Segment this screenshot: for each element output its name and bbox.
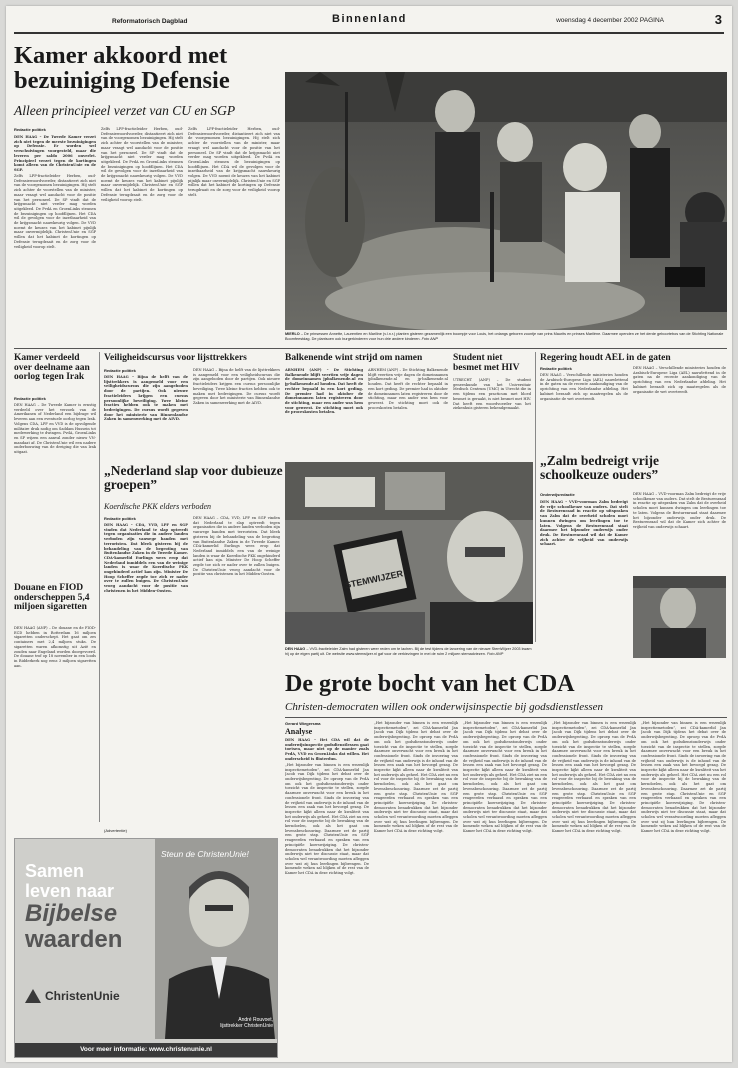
main-article-col-3 [188, 127, 280, 335]
portrait-photo [633, 576, 726, 658]
pkk-body-1 [104, 523, 188, 823]
cda-text: „Het bijzonder van binnen is een wezenlijk inspectiemetoden”, zei CDA-kamerlid Jan Jacob van Dijk tijdens het debat over de onderwijsbegroting. De oproep van de PvdA om ook het godsdienstonderwijs onder toezicht van de inspectie te stellen, zorgde daarmee onverwacht voor een breuk in het confessionele front. Sinds de invoering van de vrijheid van onderwijs is de inhoud van de lessen een zaak van het bevoegd gezag. De inspectie kijkt alleen naar de kwaliteit van het onderwijs als geheel. Het CDA ziet nu een rol voor de inspectie bij de bewaking van de kerndoelen, ook als het gaat om levensbeschouwing. Daarmee zet de partij een grote stap. ChristenUnie en SGP reageerden verbaasd en spraken van een principiële koerswijziging. De christen-democraten benadrukken dat het bijzonder onderwijs niet ter discussie staat, maar dat scholen wel verantwoording moeten afleggen over wat zij hun leerlingen bijbrengen. De komende weken zal blijken of de rest van de Kamer het CDA in deze richting volgt. [285, 762, 369, 876]
pkk-byline: Redactie politiek [104, 516, 136, 521]
zalm-photo [633, 576, 726, 658]
divider [99, 352, 100, 822]
ael-text-2: DEN HAAG – Verschillende ministeries houden de Arabisch-Europese Liga (AEL) nauwlettend in de gaten na de recente aankondiging van de oprichting van een Nederlandse afdeling. Het kabinet beraadt zich op maatregelen als de organisatie de wet overtreedt. [633, 366, 726, 394]
ad-line-2: leven naar [25, 881, 115, 901]
douane-body [14, 626, 96, 806]
ael-body-2 [633, 366, 726, 448]
kamer-verdeeld-headline: Kamer verdeeld over deelname aan oorlog tegen Irak [14, 353, 90, 382]
hiv-headline: Student niet besmet met HIV [453, 353, 520, 373]
caption-credit: Foto ANP [421, 336, 438, 341]
zalm-byline: Onderwijsredactie [540, 492, 575, 497]
cda-byline: Gerard Wiegersma [285, 721, 321, 726]
main-article-body: Zelfs LPF-fractieleider Herben, oud-Defensiewoordvoerder, distantieert zich niet van de voorgenomen bezuinigingen. Hij stelt zich achter de voorstellen van de minister, maar vraagt wel aandacht voor de positie van het personeel. De SP vindt dat de krijgsmacht niet verder mag worden uitgekleed. De PvdA en GroenLinks steunen de bezuinigingen op hoofdlijnen. Het CDA wil de gevolgen voor de inzetbaarheid van de krijgsmacht nauwkeurig volgen. De VVD noemt de keuzes van het kabinet pijnlijk maar onvermijdelijk. ChristenUnie en SGP willen dat het kabinet de kortingen op Defensie terugdraait en de zorg voor de veiligheid voorop stelt. [14, 174, 96, 249]
cda-subhead: Christen-democraten willen ook onderwijsinspectie bij godsdienstlessen [285, 701, 604, 713]
christenunie-ad[interactable] [14, 838, 278, 1058]
kamer-verdeeld-byline: Redactie politiek [14, 396, 46, 401]
kamer-verdeeld-text: DEN HAAG – De Tweede Kamer is ernstig verdeeld over het verzoek van de Amerikanen of Nederland een bijdrage wil leveren aan een eventuele oorlog tegen Irak. Volgens CDA, LPF en VVD is de opvolgende militaire druk nodig om Saddam Hussein tot medewerking te dwingen. PvdA, GroenLinks en SP wijzen een aanval zonder nieuw VN-mandaat af. De ChristenUnie wil een nadere onderbouwing van de dreiging die van Irak uitgaat. [14, 403, 96, 455]
main-article-col-2 [101, 127, 183, 335]
ad-line-4: waarden [25, 926, 123, 953]
zalm-body-1 [540, 500, 628, 655]
date-and-page [556, 17, 664, 24]
page-label: PAGINA [639, 17, 664, 24]
stemwijzer-caption [285, 647, 533, 657]
cda-body-3 [463, 721, 547, 1058]
ael-headline: Regering houdt AEL in de gaten [540, 353, 671, 363]
ad-logo [25, 989, 120, 1003]
main-photo-caption [285, 332, 727, 342]
main-headline: Kamer akkoord met bezuiniging Defensie [14, 42, 230, 94]
cda-text-3: „Het bijzonder van binnen is een wezenlijk inspectiemetoden”, zei CDA-kamerlid Jan Jacob van Dijk tijdens het debat over de onderwijsbegroting. De oproep van de PvdA om ook het godsdienstonderwijs onder toezicht van de inspectie te stellen, zorgde daarmee onverwacht voor een breuk in het confessionele front. Sinds de invoering van de vrijheid van onderwijs is de inhoud van de lessen een zaak van het bevoegd gezag. De inspectie kijkt alleen naar de kwaliteit van het onderwijs als geheel. Het CDA ziet nu een rol voor de inspectie bij de bewaking van de kerndoelen, ook als het gaat om levensbeschouwing. Daarmee zet de partij een grote stap. ChristenUnie en SGP reageerden verbaasd en spraken van een principiële koerswijziging. De christen-democraten benadrukken dat het bijzonder onderwijs niet ter discussie staat, maar dat scholen wel verantwoording moeten afleggen over wat zij hun leerlingen bijbrengen. De komende weken zal blijken of de rest van de Kamer het CDA in deze richting volgt. [463, 721, 547, 834]
stemwijzer-photo [285, 462, 533, 644]
page-number: 3 [714, 12, 722, 27]
ael-body-1 [540, 373, 628, 448]
ad-person [185, 1017, 273, 1029]
balkenende-text-2: ARNHEM (ANP) – De Stichting Balkenende blijft veertien vrije dagen de domeinnamen jpbalkenende.nl en jp-balkenende.nl houden. Dat heeft de rechter bepaald in een kort geding. De premier had in oktober de domeinnamen laten registreren door de stichting, maar een ander was hem voor geweest. De stichting moet ook de proceskosten betalen. [368, 368, 448, 410]
caption-text: – De prinsessen Annette, Laurentien en Mariline (v.l.n.r.) planten gisteren gezamenlijk een boompje voor Louis, het onlangs geboren zoontje van prins Maurits en prinses Marilène. Daarmee openden ze het derde geboortebos van de Stichting Nationale Boomfeestdag. De plantsoen ook burgerkinderen voor hun drie andere kinderen. [285, 332, 724, 341]
veiligheid-body-2 [193, 368, 280, 455]
pkk-headline: „Nederland slap voor dubieuze groepen” [104, 463, 283, 492]
main-article-col-1 [14, 135, 96, 335]
pkk-text: DEN HAAG – CDA, VVD, LPF en SGP vinden dat Nederland te slap optreedt tegen organisaties die in andere landen verboden zijn vanwege banden met terroristen. Dat bleek gisteren bij de behandeling van de begroting van Buitenlandse Zaken in de Tweede Kamer. CDA-kamerlid Eurlings wees erop dat Nederland inmiddels een van de weinige landen is waar de Koerdische PKK ongehinderd actief kan zijn. Minister De Hoop Scheffer zegde toe zich er nader over te zullen buigen. De ChristenUnie vroeg aandacht voor de positie van christenen in het Midden-Oosten. [104, 523, 188, 593]
ael-text: DEN HAAG – Verschillende ministeries houden de Arabisch-Europese Liga (AEL) nauwlettend in de gaten na de recente aankondiging van de oprichting van een Nederlandse afdeling. Het kabinet beraadt zich op maatregelen als de organisatie de wet overtreedt. [540, 373, 628, 401]
caption2-credit: Foto ANP [486, 651, 504, 656]
balkenende-text: ARNHEM (ANP) – De Stichting Balkenende blijft veertien vrije dagen de domeinnamen jpbalkenende.nl en jp-balkenende.nl houden. Dat heeft de rechter bepaald in een kort geding. De premier had in oktober de domeinnamen laten registreren door de stichting, maar een ander was hem voor geweest. De stichting moet ook de proceskosten betalen. [285, 368, 363, 415]
balkenende-body-1 [285, 368, 363, 458]
zalm-laptop-photo [285, 462, 533, 644]
ad-person-role: lijsttrekker ChristenUnie [220, 1023, 273, 1029]
main-article-body-2: Zelfs LPF-fractieleider Herben, oud-Defensiewoordvoerder, distantieert zich niet van de voorgenomen bezuinigingen. Hij stelt zich achter de voorstellen van de minister, maar vraagt wel aandacht voor de positie van het personeel. De SP vindt dat de krijgsmacht niet verder mag worden uitgekleed. De PvdA en GroenLinks steunen de bezuinigingen op hoofdlijnen. Het CDA wil de gevolgen voor de inzetbaarheid van de krijgsmacht nauwkeurig volgen. De VVD noemt de keuzes van het kabinet pijnlijk maar onvermijdelijk. ChristenUnie en SGP willen dat het kabinet de kortingen op Defensie terugdraait en de zorg voor de veiligheid voorop stelt. [101, 127, 183, 202]
douane-text: DEN HAAG (ANP) – De douane en de FIOD-ECD hebben in Rotterdam 16 miljoen sigaretten onderschept. Het gaat om zes containers met 2,4 miljoen stuks. De sigaretten waren afkomstig uit Azië en zouden naar Engeland worden doorgevoerd. De douane trof op 18 november in een loods in Ridderkerk nog eens 3 miljoen sigaretten aan. [14, 626, 96, 668]
ad-person-name: André Rouvoet, [238, 1017, 273, 1023]
zalm-body-2 [633, 492, 726, 572]
veiligheid-headline: Veiligheidscursus voor lijsttrekkers [104, 353, 247, 363]
issue-date: woensdag 4 december 2002 [556, 17, 639, 24]
veiligheid-text-2: DEN HAAG – Bijna de helft van de lijsttrekkers is aangemeld voor een veiligheidscursus die zijn aangeboden door de partijen. Ook nieuwe fractieleiders krijgen een cursus persoonlijke beveiliging. Twee kleine fracties hebben ook te maken met bedreigingen. De cursus wordt gegeven door het ministerie van Binnenlandse Zaken in samenwerking met de AIVD. [193, 368, 280, 405]
candidate-portrait [155, 839, 278, 1039]
pkk-body-2 [193, 516, 280, 823]
ad-footer[interactable]: Voor meer informatie: www.christenunie.nl [15, 1043, 277, 1057]
ad-headline [25, 861, 122, 953]
cda-kicker: Analyse [285, 727, 313, 736]
veiligheid-byline: Redactie politiek [104, 368, 136, 373]
divider [285, 717, 727, 718]
zalm-text-2: DEN HAAG – VVD-voorman Zalm bedreigt de vrije schoolkeuze van ouders. Dat stelt de Besturenraad in reactie op uitspraken van Zalm dat de overheid scholen moet kunnen dwingen om leerlingen toe te laten. Volgens de Besturenraad staat daarmee het bijzonder onderwijs onder druk. De Besturenraad wil dat de Kamer zich achter de vrijheid van onderwijs schaart. [633, 492, 726, 529]
ael-byline: Redactie politiek [540, 366, 572, 371]
veiligheid-body-1 [104, 375, 188, 455]
masthead [14, 12, 724, 34]
cda-text-4: „Het bijzonder van binnen is een wezenlijk inspectiemetoden”, zei CDA-kamerlid Jan Jacob van Dijk tijdens het debat over de onderwijsbegroting. De oproep van de PvdA om ook het godsdienstonderwijs onder toezicht van de inspectie te stellen, zorgde daarmee onverwacht voor een breuk in het confessionele front. Sinds de invoering van de vrijheid van onderwijs is de inhoud van de lessen een zaak van het bevoegd gezag. De inspectie kijkt alleen naar de kwaliteit van het onderwijs als geheel. Het CDA ziet nu een rol voor de inspectie bij de bewaking van de kerndoelen, ook als het gaat om levensbeschouwing. Daarmee zet de partij een grote stap. ChristenUnie en SGP reageerden verbaasd en spraken van een principiële koerswijziging. De christen-democraten benadrukken dat het bijzonder onderwijs niet ter discussie staat, maar dat scholen wel verantwoording moeten afleggen over wat zij hun leerlingen bijbrengen. De komende weken zal blijken of de rest van de Kamer het CDA in deze richting volgt. [552, 721, 636, 834]
balkenende-headline: Balkenende wint strijd om namen [285, 353, 423, 363]
caption2-label: DEN HAAG [285, 647, 306, 651]
cda-text-5: „Het bijzonder van binnen is een wezenlijk inspectiemetoden”, zei CDA-kamerlid Jan Jacob van Dijk tijdens het debat over de onderwijsbegroting. De oproep van de PvdA om ook het godsdienstonderwijs onder toezicht van de inspectie te stellen, zorgde daarmee onverwacht voor een breuk in het confessionele front. Sinds de invoering van de vrijheid van onderwijs is de inhoud van de lessen een zaak van het bevoegd gezag. De inspectie kijkt alleen naar de kwaliteit van het onderwijs als geheel. Het CDA ziet nu een rol voor de inspectie bij de bewaking van de kerndoelen, ook als het gaat om levensbeschouwing. Daarmee zet de partij een grote stap. ChristenUnie en SGP reageerden verbaasd en spraken van een principiële koerswijziging. De christen-democraten benadrukken dat het bijzonder onderwijs niet ter discussie staat, maar dat scholen wel verantwoording moeten afleggen over wat zij hun leerlingen bijbrengen. De komende weken zal blijken of de rest van de Kamer het CDA in deze richting volgt. [641, 721, 726, 834]
ad-line-3: Bijbelse [25, 900, 118, 927]
balkenende-body-2 [368, 368, 448, 458]
ad-logo-text: ChristenUnie [45, 989, 120, 1003]
cda-body-1 [285, 738, 369, 1058]
ad-tagline: Steun de ChristenUnie! [161, 849, 249, 859]
cda-body-5 [641, 721, 726, 1058]
ad-line-1: Samen [25, 861, 85, 881]
stemwijzer-sign: STEMWIJZER [344, 568, 404, 591]
pkk-text-2: DEN HAAG – CDA, VVD, LPF en SGP vinden dat Nederland te slap optreedt tegen organisaties die in andere landen verboden zijn vanwege banden met terroristen. Dat bleek gisteren bij de behandeling van de begroting van Buitenlandse Zaken in de Tweede Kamer. CDA-kamerlid Eurlings wees erop dat Nederland inmiddels een van de weinige landen is waar de Koerdische PKK ongehinderd actief kan zijn. Minister De Hoop Scheffer zegde toe zich er nader over te zullen buigen. De ChristenUnie vroeg aandacht voor de positie van christenen in het Midden-Oosten. [193, 516, 280, 577]
cda-lead: DEN HAAG – Het CDA wil dat de onderwijsinspectie godsdienstlessen gaat toetsen, maar niet op de manier zoals PvdA, VVD en GroenLinks dat willen. Het onderscheid is flinterdun. [285, 738, 369, 761]
hiv-body [453, 378, 531, 458]
cda-text-2: „Het bijzonder van binnen is een wezenlijk inspectiemetoden”, zei CDA-kamerlid Jan Jacob van Dijk tijdens het debat over de onderwijsbegroting. De oproep van de PvdA om ook het godsdienstonderwijs onder toezicht van de inspectie te stellen, zorgde daarmee onverwacht voor een breuk in het confessionele front. Sinds de invoering van de vrijheid van onderwijs is de inhoud van de lessen een zaak van het bevoegd gezag. De inspectie kijkt alleen naar de kwaliteit van het onderwijs als geheel. Het CDA ziet nu een rol voor de inspectie bij de bewaking van de kerndoelen, ook als het gaat om levensbeschouwing. Daarmee zet de partij een grote stap. ChristenUnie en SGP reageerden verbaasd en spraken van een principiële koerswijziging. De christen-democraten benadrukken dat het bijzonder onderwijs niet ter discussie staat, maar dat scholen wel verantwoording moeten afleggen over wat zij hun leerlingen bijbrengen. De komende weken zal blijken of de rest van de Kamer het CDA in deze richting volgt. [374, 721, 458, 834]
douane-headline: Douane en FIOD onderscheppen 5,4 miljoen sigaretten [14, 583, 90, 612]
main-subhead: Alleen principieel verzet van CU en SGP [14, 103, 236, 118]
main-byline: Redactie politiek [14, 127, 46, 132]
zalm-text: DEN HAAG – VVD-voorman Zalm bedreigt de vrije schoolkeuze van ouders. Dat stelt de Besturenraad in reactie op uitspraken van Zalm dat de overheid scholen moet kunnen dwingen om leerlingen toe te laten. Volgens de Besturenraad staat daarmee het bijzonder onderwijs onder druk. De Besturenraad wil dat de Kamer zich achter de vrijheid van onderwijs schaart. [540, 500, 628, 547]
veiligheid-text: DEN HAAG – Bijna de helft van de lijsttrekkers is aangemeld voor een veiligheidscursus die zijn aangeboden door de partijen. Ook nieuwe fractieleiders krijgen een cursus persoonlijke beveiliging. Twee kleine fracties hebben ook te maken met bedreigingen. De cursus wordt gegeven door het ministerie van Binnenlandse Zaken in samenwerking met de AIVD. [104, 375, 188, 422]
main-article-lead: DEN HAAG – De Tweede Kamer verzet zich niet tegen de meeste bezuinigingen op Defensie. Er worden wel verschuivingen voorgesteld, maar die leveren per saldo 2006 onverlet. Principieel verzet tegen de kortingen komt alleen van de ChristenUnie en de SGP. [14, 135, 96, 172]
christenunie-logo-icon [25, 989, 41, 1003]
kamer-verdeeld-body [14, 403, 96, 578]
divider [14, 348, 727, 349]
cda-body-4 [552, 721, 636, 1058]
main-article-body-3: Zelfs LPF-fractieleider Herben, oud-Defensiewoordvoerder, distantieert zich niet van de voorgenomen bezuinigingen. Hij stelt zich achter de voorstellen van de minister, maar vraagt wel aandacht voor de positie van het personeel. De SP vindt dat de krijgsmacht niet verder mag worden uitgekleed. De PvdA en GroenLinks steunen de bezuinigingen op hoofdlijnen. Het CDA wil de gevolgen voor de inzetbaarheid van de krijgsmacht nauwkeurig volgen. De VVD noemt de keuzes van het kabinet pijnlijk maar onvermijdelijk. ChristenUnie en SGP willen dat het kabinet de kortingen op Defensie terugdraait en de zorg voor de veiligheid voorop stelt. [188, 127, 280, 197]
pkk-subhead: Koerdische PKK elders verboden [104, 502, 212, 511]
ad-label: (Advertentie) [104, 828, 127, 833]
section-title: Binnenland [332, 13, 407, 25]
main-photo [285, 72, 727, 330]
zalm-headline: „Zalm bedreigt vrije schoolkeuze ouders” [540, 453, 659, 482]
paper-name: Reformatorisch Dagblad [112, 18, 188, 25]
caption-label: MIERLO [285, 332, 300, 336]
newspaper-page [6, 6, 732, 1062]
cda-body-2 [374, 721, 458, 1058]
hiv-text: UTRECHT (ANP) – De student geneeskunde van het Universitair Medisch Centrum (UMC) in Utrecht die in een tijdens een practicum met bloed besmet is geraakt, is niet besmet met HIV. Dat heeft een woordvoerder van het ziekenhuis gisteren bekendgemaakt. [453, 378, 531, 411]
tree-planting-photo [285, 72, 727, 330]
cda-headline: De grote bocht van het CDA [285, 671, 575, 697]
caption2-text: – VVD-fractieleider Zalm had gisteren weer reden om te lachen. Bij de test tijdens de lancering van de nieuwe StemWijzer 2003 kwam hij op de eigen partij uit. De website www.stemwijzer.nl gaf voor de verkiezingen in mei de ruim 2 miljoen stemadviezen. [285, 647, 532, 656]
divider [535, 352, 536, 642]
